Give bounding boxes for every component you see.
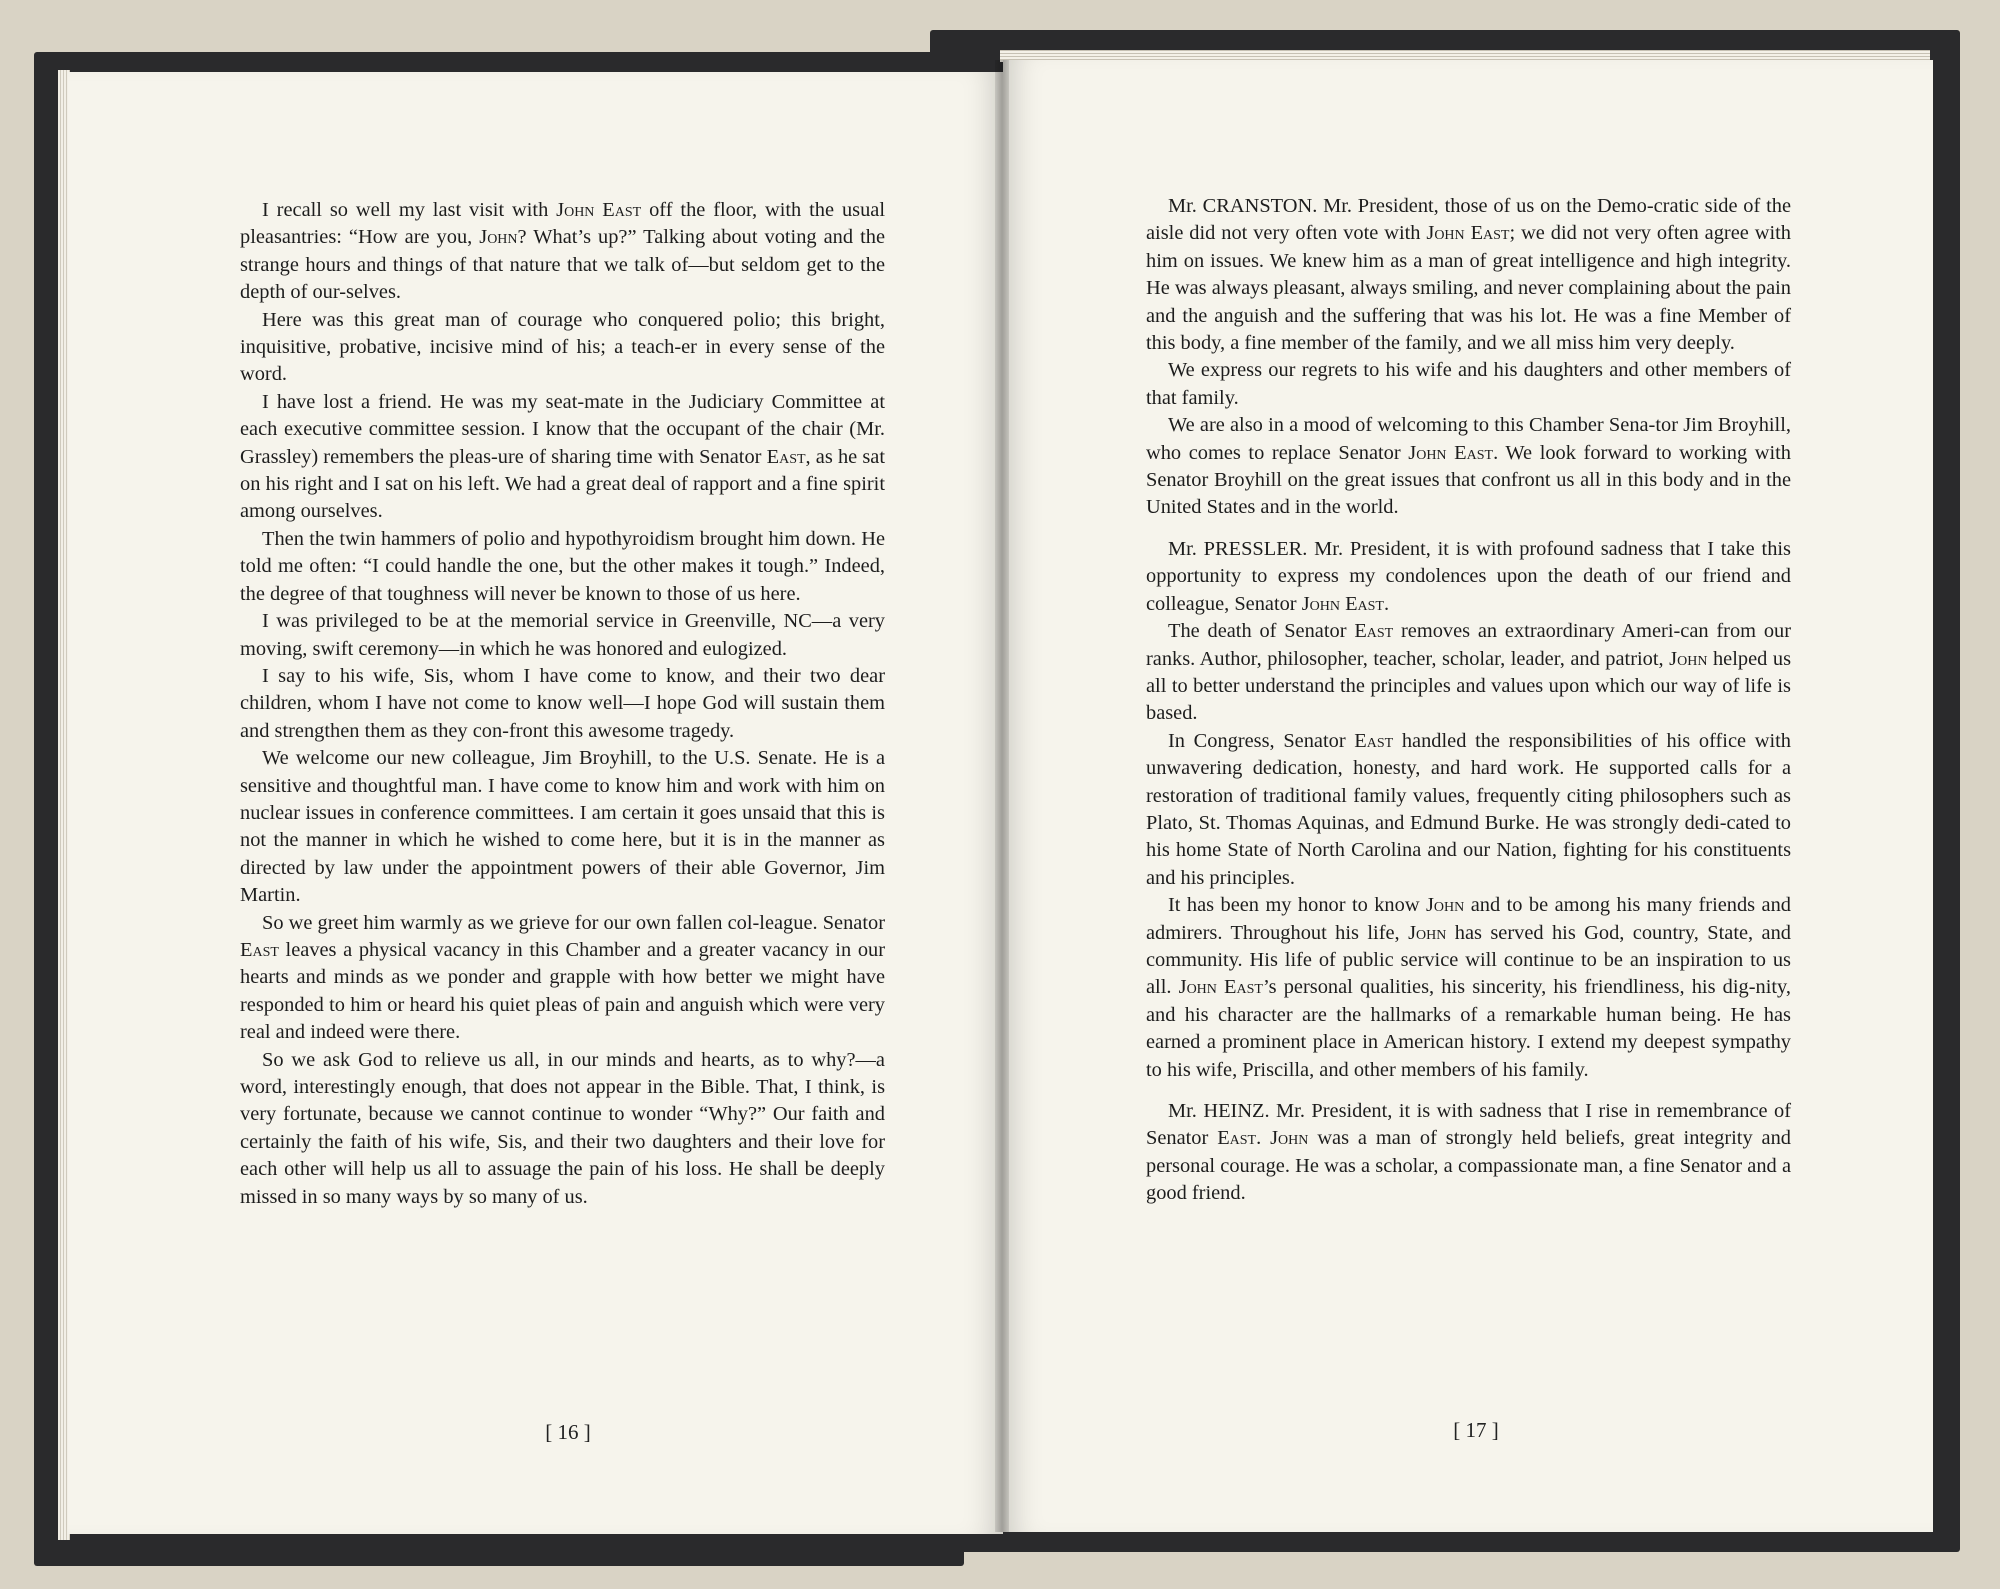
small-caps-name: East — [240, 938, 279, 961]
paragraph — [240, 526, 885, 608]
text-run: So we ask God to relieve us all, in our minds and hearts, as to why?—a word, interestingly enough, that does not appear in the Bible. That, I think, is very fortunate, because we cannot continue to wonder “Why?” Our faith and certainly the faith of his wife, Sis, and their two daughters and their love for each other will help us all to assuage the pain of his loss. He shall be deeply missed in so many ways by so many of us. — [240, 1048, 885, 1208]
small-caps-name: East — [1354, 729, 1394, 752]
small-caps-name: John — [1270, 1127, 1309, 1150]
small-caps-name: John — [479, 226, 518, 249]
text-run: I have lost a friend. He was my seat-mate in the Judiciary Committee at each executive committee session. I know that the occupant of the chair (Mr. Grassley) remembers the pleas-ure of sharing time with Senator — [240, 390, 885, 468]
paragraph — [240, 663, 885, 745]
small-caps-name: John — [1669, 647, 1708, 670]
small-caps-name: East — [1217, 1127, 1257, 1150]
text-run: . — [1383, 592, 1390, 615]
small-caps-name: John East — [556, 199, 642, 221]
page-number-left: [ 16 ] — [545, 1420, 591, 1444]
page-number-right: [ 17 ] — [1453, 1418, 1499, 1442]
small-caps-name: John East — [1301, 592, 1384, 615]
text-run: We welcome our new colleague, Jim Broyhill, to the U.S. Senate. He is a sensitive and thoughtful man. I have come to know him and work with him on nuclear issues in conference committees. I am certain it goes unsaid that this is not the manner in which he wished to come here, but it is in the manner as directed by law under the appointment powers of their able Governor, Jim Martin. — [240, 747, 885, 907]
text-run: I was privileged to be at the memorial service in Greenville, NC—a very moving, swift ceremony—in which he was honored and eulogized. — [240, 610, 885, 660]
paragraph — [240, 1047, 885, 1211]
paragraph — [1146, 536, 1791, 618]
paragraph — [1146, 193, 1791, 357]
paragraph — [1146, 357, 1791, 412]
text-run: In Congress, Senator — [1168, 729, 1355, 752]
paragraph — [1146, 618, 1791, 728]
text-run: handled the responsibilities of his office with unwavering dedication, honesty, and hard work. He supported calls for a restoration of traditional family values, frequently citing philosophers such as Plato, St. Thomas Aquinas, and Edmund Burke. He was strongly dedi-cated to his home State of North Carolina and our Nation, fighting for his constituents and his principles. — [1146, 729, 1791, 889]
text-run: Mr. PRESSLER. Mr. President, it is with profound sadness that I take this opportunity to express my condolences upon the death of our friend and colleague, Senator — [1146, 537, 1791, 615]
text-run: ’s personal qualities, his sincerity, his friendliness, his dig-nity, and his character are the hallmarks of a remarkable human being. He has earned a prominent place in American history. I extend my deepest sympathy to his wife, Priscilla, and other members of his family. — [1146, 976, 1791, 1081]
text-run: Mr. CRANSTON. Mr. President, those of us on the Demo-cratic side of the aisle did not very often vote with — [1146, 195, 1791, 245]
text-run: ; we did not very often agree with him on issues. We knew him as a man of great intelligence and high integrity. He was always pleasant, always smiling, and never complaining about the pain and the anguish and the suffering that was his lot. He was a fine Member of this body, a fine member of the family, and we all miss him very deeply. — [1146, 222, 1791, 355]
text-run: It has been my honor to know — [1168, 894, 1426, 917]
text-run: Here was this great man of courage who conquered polio; this bright, inquisitive, probative, incisive mind of his; a teach-er in every sense of the word. — [240, 308, 885, 386]
small-caps-name: East — [766, 445, 806, 468]
text-run: was a man of strongly held beliefs, great integrity and personal courage. He was a scholar, a compassionate man, a fine Senator and a good friend. — [1146, 1127, 1791, 1205]
paragraph — [240, 389, 885, 526]
small-caps-name: John East — [1426, 222, 1510, 245]
paragraph — [240, 910, 885, 1047]
paragraph — [1146, 728, 1791, 892]
small-caps-name: John — [1426, 894, 1465, 917]
text-run: . — [1256, 1127, 1271, 1150]
paragraph — [1146, 892, 1791, 1084]
small-caps-name: John East — [1178, 976, 1263, 999]
text-run: off the floor, with the usual pleasantries: “How are you, — [240, 199, 885, 249]
text-run: has served his God, country, State, and community. His life of public service will continue to be an inspiration to us all. — [1146, 921, 1791, 999]
text-run: We are also in a mood of welcoming to this Chamber Sena-tor Jim Broyhill, who comes to replace Senator — [1146, 414, 1791, 464]
text-run: I recall so well my last visit with — [262, 199, 557, 221]
text-run: Mr. HEINZ. Mr. President, it is with sadness that I rise in remembrance of Senator — [1146, 1100, 1791, 1150]
paragraph — [1146, 1098, 1791, 1208]
text-run: , as he sat on his right and I sat on his left. We had a great deal of rapport and a fine spirit among ourselves. — [240, 445, 885, 523]
text-run: Then the twin hammers of polio and hypothyroidism brought him down. He told me often: “I could handle the one, but the other makes it tough.” Indeed, the degree of that toughness will never be known to those of us here. — [240, 527, 885, 605]
text-run: I say to his wife, Sis, whom I have come to know, and their two dear children, whom I have not come to know well—I hope God will sustain them and strengthen them as they con-front this awesome tragedy. — [240, 664, 885, 742]
text-run: We express our regrets to his wife and his daughters and other members of that family. — [1146, 359, 1791, 409]
text-run: So we greet him warmly as we grieve for our own fallen col-league. Senator — [262, 911, 885, 934]
text-run: . We look forward to working with Senator Broyhill on the great issues that confront us all in this body and in the United States and in the world. — [1146, 441, 1792, 519]
paragraph — [1146, 412, 1791, 522]
text-run: The death of Senator — [1168, 620, 1355, 643]
paragraph — [240, 745, 885, 909]
right-page-text — [1146, 193, 1791, 1208]
text-run: helped us all to better understand the principles and values upon which our way of life is based. — [1146, 647, 1792, 725]
book-gutter — [995, 60, 1009, 1532]
text-run: ? What’s up?” Talking about voting and the strange hours and things of that nature that we talk of—but seldom get to the depth of our-selves. — [240, 226, 885, 304]
small-caps-name: John East — [1408, 441, 1494, 464]
text-run: removes an extraordinary Ameri-can from our ranks. Author, philosopher, teacher, scholar, leader, and patriot, — [1146, 620, 1791, 670]
paragraph — [240, 197, 885, 307]
small-caps-name: East — [1354, 620, 1394, 643]
paragraph — [240, 307, 885, 389]
small-caps-name: John — [1408, 921, 1447, 944]
left-page-text — [240, 197, 885, 1211]
paragraph — [240, 608, 885, 663]
text-run: and to be among his many friends and admirers. Throughout his life, — [1146, 894, 1791, 944]
text-run: leaves a physical vacancy in this Chamber and a greater vacancy in our hearts and minds as we ponder and grapple with how better we might have responded to him or heard his quiet pleas of pain and anguish which were very real and indeed were there. — [240, 938, 885, 1044]
